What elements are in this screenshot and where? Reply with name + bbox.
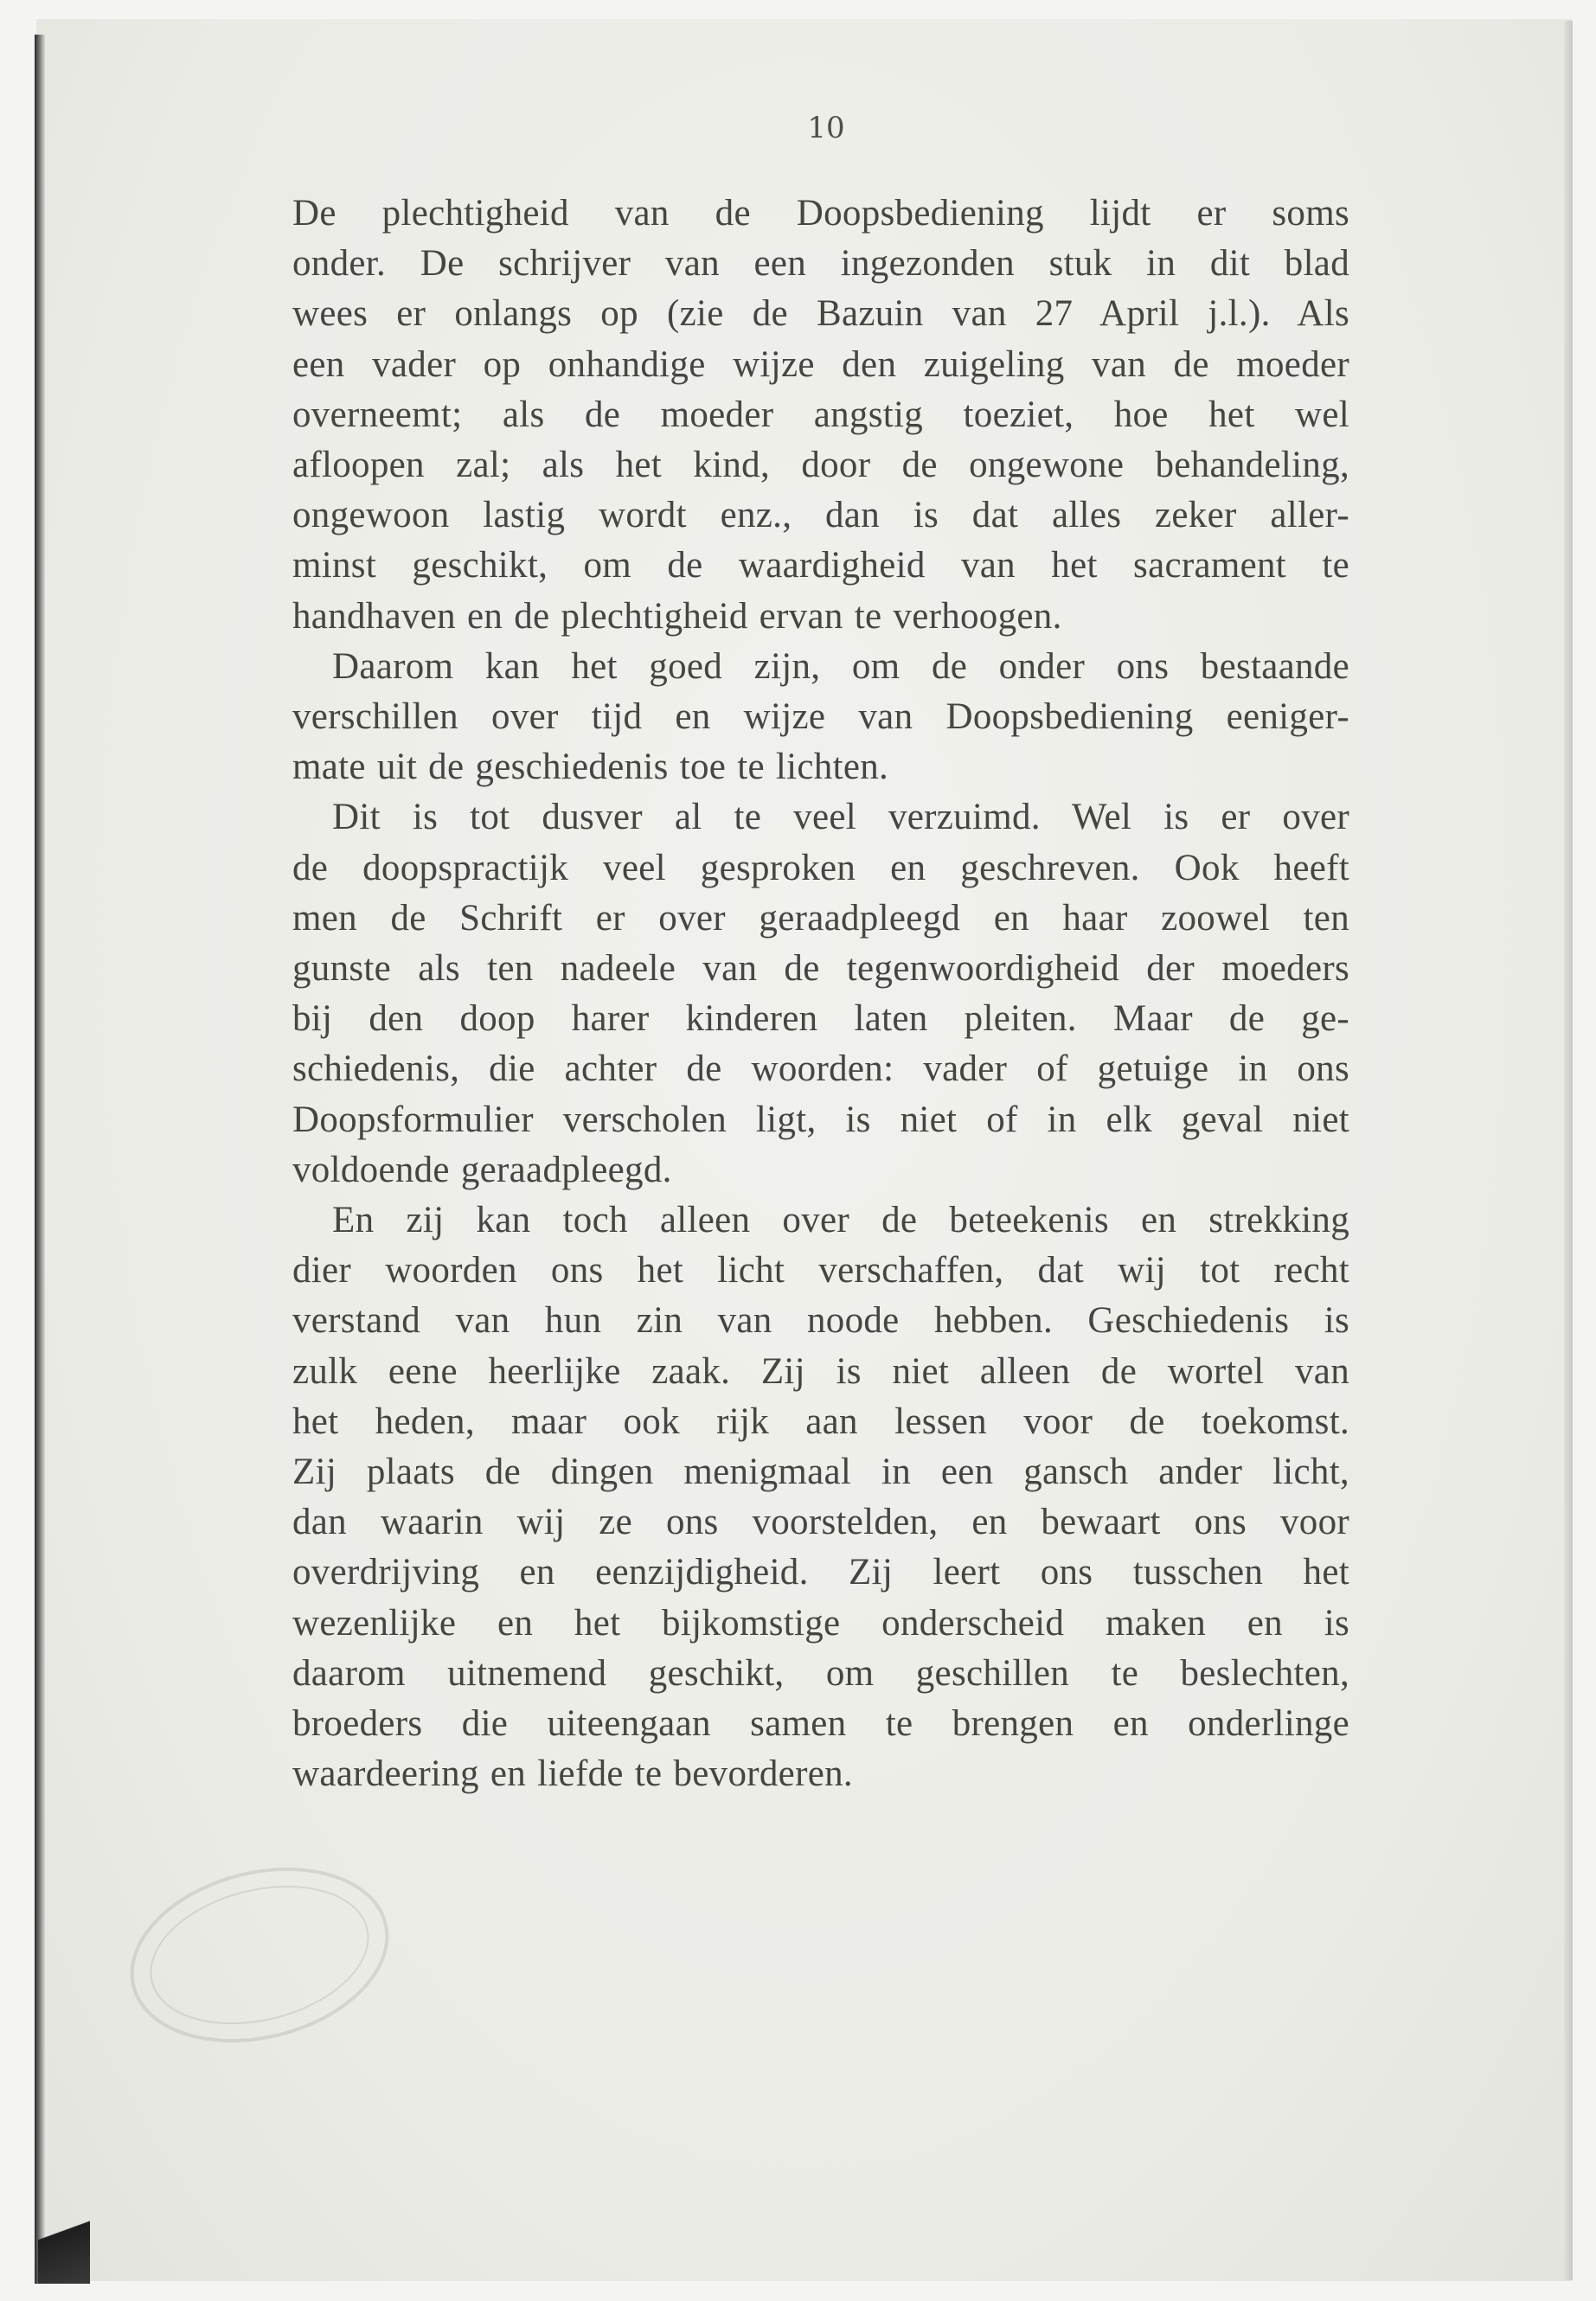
text-line: afloopen zal; als het kind, door de ongewone behandeling,: [292, 445, 1349, 486]
text-line: De plechtigheid van de Doopsbediening lijdt er soms: [292, 193, 1349, 234]
paragraph: [292, 1195, 1349, 1799]
paragraph: [292, 189, 1349, 642]
text-line: handhaven en de plechtigheid ervan te verhoogen.: [292, 595, 1062, 637]
text-line: dan waarin wij ze ons voorstelden, en bewaart ons voor: [292, 1502, 1349, 1543]
text-line: schiedenis, die achter de woorden: vader of getuige in ons: [292, 1048, 1349, 1090]
text-line: broeders die uiteengaan samen te brengen en onderlinge: [292, 1703, 1349, 1745]
text-line: waardeering en liefde te bevorderen.: [292, 1753, 853, 1795]
text-line: Doopsformulier verscholen ligt, is niet of in elk geval niet: [292, 1099, 1349, 1140]
text-line: Zij plaats de dingen menigmaal in een gansch ander licht,: [292, 1452, 1349, 1493]
text-line: En zij kan toch alleen over de beteekenis en strekking: [332, 1200, 1349, 1241]
text-line: onder. De schrijver van een ingezonden stuk in dit blad: [292, 243, 1349, 285]
text-line: Daarom kan het goed zijn, om de onder ons bestaande: [332, 645, 1349, 687]
text-line: voldoende geraadpleegd.: [292, 1149, 672, 1190]
text-line: zulk eene heerlijke zaak. Zij is niet alleen de wortel van: [292, 1350, 1349, 1392]
text-line: overdrijving en eenzijdigheid. Zij leert ons tusschen het: [292, 1552, 1349, 1593]
body-text: [292, 189, 1349, 1800]
binding-corner-shadow: [38, 2197, 90, 2284]
text-line: Dit is tot dusver al te veel verzuimd. Wel is er over: [332, 797, 1349, 838]
text-line: een vader op onhandige wijze den zuigeling van de moeder: [292, 343, 1349, 385]
text-line: mate uit de geschiedenis toe te lichten.: [292, 747, 889, 788]
paragraph: [292, 642, 1349, 793]
text-line: de doopspractijk veel gesproken en geschreven. Ook heeft: [292, 847, 1349, 888]
text-line: verstand van hun zin van noode hebben. Geschiedenis is: [292, 1300, 1349, 1342]
text-line: overneemt; als de moeder angstig toeziet, hoe het wel: [292, 394, 1349, 435]
text-line: daarom uitnemend geschikt, om geschillen te beslechten,: [292, 1652, 1349, 1694]
text-line: het heden, maar ook rijk aan lessen voor de toekomst.: [292, 1400, 1349, 1442]
text-line: dier woorden ons het licht verschaffen, dat wij tot recht: [292, 1250, 1349, 1292]
page-number: 10: [807, 111, 845, 145]
text-line: men de Schrift er over geraadpleegd en haar zoowel ten: [292, 897, 1349, 939]
binding-edge: [35, 35, 45, 2284]
paragraph: [292, 792, 1349, 1195]
page-right-edge: [1564, 21, 1573, 2280]
text-line: wezenlijke en het bijkomstige onderscheid maken en is: [292, 1602, 1349, 1644]
text-line: gunste als ten nadeele van de tegenwoordigheid der moeders: [292, 948, 1349, 990]
text-line: verschillen over tijd en wijze van Doopsbediening eeniger-: [292, 696, 1349, 738]
text-line: minst geschikt, om de waardigheid van het sacrament te: [292, 545, 1349, 586]
text-line: bij den doop harer kinderen laten pleiten. Maar de ge-: [292, 998, 1349, 1040]
text-line: wees er onlangs op (zie de Bazuin van 27 April j.l.). Als: [292, 293, 1349, 335]
text-line: ongewoon lastig wordt enz., dan is dat alles zeker aller-: [292, 495, 1349, 536]
